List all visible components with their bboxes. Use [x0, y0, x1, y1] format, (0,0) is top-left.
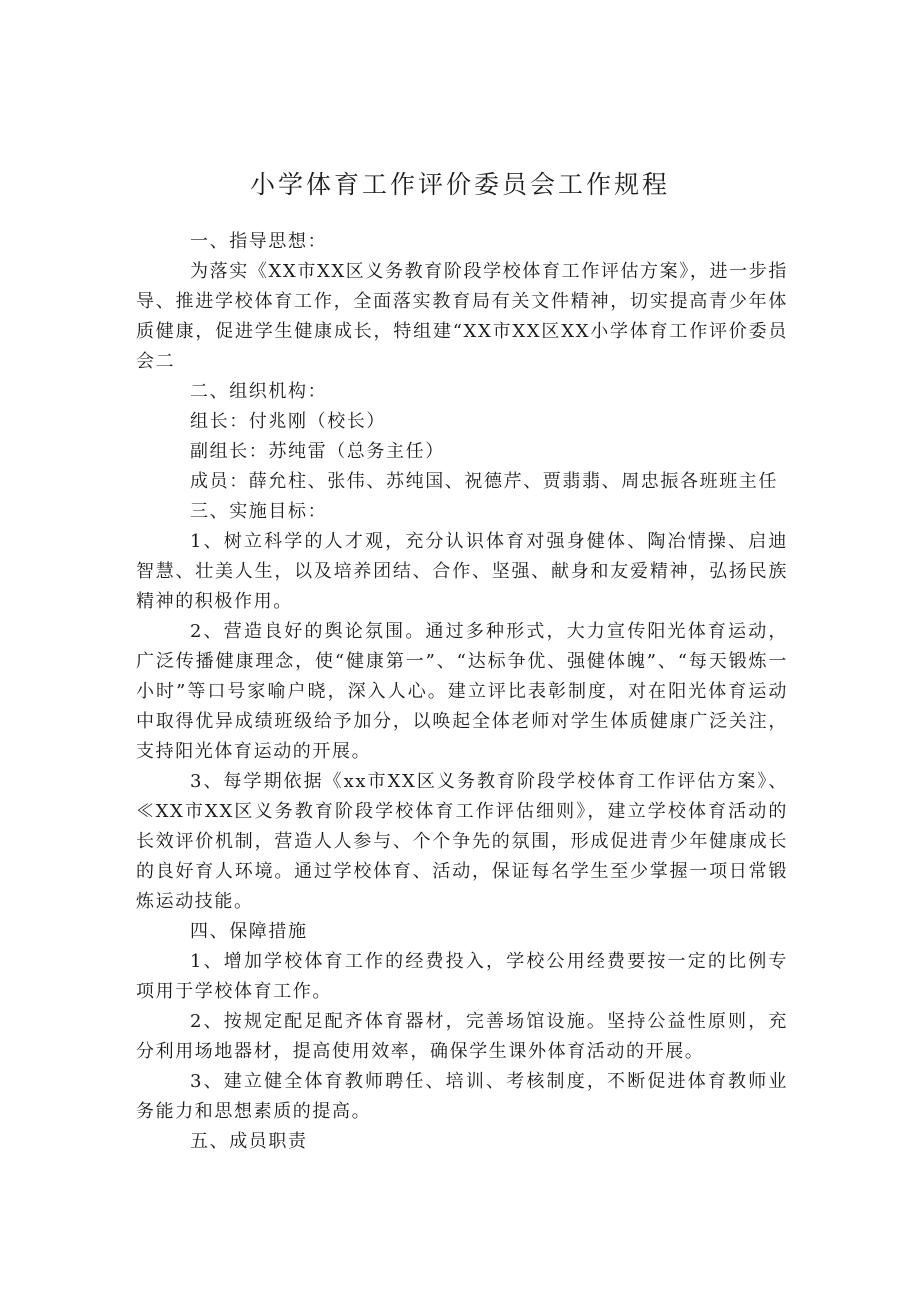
section-heading-guiding: 一、指导思想：: [190, 231, 328, 252]
document-body: [136, 227, 788, 1157]
section-heading-goals: 三、实施目标：: [190, 501, 328, 522]
goal-item-2: 2、营造良好的舆论氛围。通过多种形式，大力宣传阳光体育运动，广泛传播健康理念，使“健康第一”、“达标争优、强健体魄”、“每天锻炼一小时”等口号家喻户晓，深入人心。建立评比表彰制度，对在阳光体育运动中取得优异成绩班级给予加分，以唤起全体老师对学生体质健康广泛关注，支持阳光体育运动的开展。: [136, 621, 788, 762]
goal-item-3: 3、每学期依据《xx市XX区义务教育阶段学校体育工作评估方案》、≪XX市XX区义务教育阶段学校体育工作评估细则》，建立学校体育活动的长效评价机制，营造人人参与、个个争先的氛围，形成促进青少年健康成长的良好育人环境。通过学校体育、活动，保证每名学生至少掌握一项日常锻炼运动技能。: [136, 771, 788, 912]
section-heading-duties: 五、成员职责: [190, 1131, 308, 1152]
goal-item-1: 1、树立科学的人才观，充分认识体育对强身健体、陶冶情操、启迪智慧、壮美人生，以及培养团结、合作、坚强、献身和友爱精神，弘扬民族精神的积极作用。: [136, 531, 788, 612]
guiding-paragraph: 为落实《XX市XX区义务教育阶段学校体育工作评估方案》，进一步指导、推进学校体育工作，全面落实教育局有关文件精神，切实提高青少年体质健康，促进学生健康成长，特组建“XX市XX区XX小学体育工作评价委员会二: [136, 261, 788, 372]
measure-item-3: 3、建立健全体育教师聘任、培训、考核制度，不断促进体育教师业务能力和思想素质的提高。: [136, 1071, 788, 1122]
org-leader: 组长：付兆刚（校长）: [190, 411, 386, 432]
org-deputy: 副组长：苏纯雷（总务主任）: [190, 441, 445, 462]
org-members: 成员：薛允柱、张伟、苏纯国、祝德芹、贾翡翡、周忠振各班班主任: [190, 471, 778, 492]
document-title: 小学体育工作评价委员会工作规程: [249, 170, 670, 199]
measure-item-1: 1、增加学校体育工作的经费投入，学校公用经费要按一定的比例专项用于学校体育工作。: [136, 951, 788, 1002]
measure-item-2: 2、按规定配足配齐体育器材，完善场馆设施。坚持公益性原则，充分利用场地器材，提高使用效率，确保学生课外体育活动的开展。: [136, 1011, 788, 1062]
section-heading-measures: 四、保障措施: [190, 921, 308, 942]
section-heading-organization: 二、组织机构：: [190, 381, 328, 402]
